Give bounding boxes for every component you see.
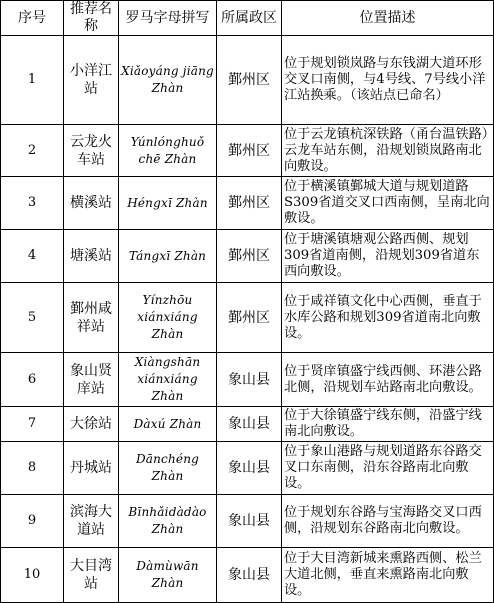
station-name: 塘溪站 bbox=[64, 230, 119, 283]
station-district: 鄞州区 bbox=[217, 230, 282, 283]
row-number: 4 bbox=[1, 230, 64, 283]
station-district: 象山县 bbox=[217, 548, 282, 603]
table-row bbox=[1, 283, 494, 353]
station-description: 位于咸祥镇文化中心西侧，垂直于水库公路和规划309省道南北向敷设。 bbox=[282, 283, 494, 353]
station-pinyin: Bīnhǎidàdào Zhàn bbox=[119, 495, 217, 548]
station-name: 云龙火车站 bbox=[64, 125, 119, 177]
station-description: 位于云龙镇杭深铁路（甬台温铁路）云龙车站东侧，沿规划锁岚路南北向敷设。 bbox=[282, 125, 494, 177]
header-pinyin: 罗马字母拼写 bbox=[119, 1, 217, 36]
station-name: 大徐站 bbox=[64, 407, 119, 442]
station-pinyin: Dānchéng Zhàn bbox=[119, 442, 217, 495]
header-name: 推荐名称 bbox=[64, 1, 119, 36]
table-row bbox=[1, 548, 494, 603]
station-district: 鄞州区 bbox=[217, 36, 282, 125]
station-district: 鄞州区 bbox=[217, 177, 282, 230]
station-pinyin: Héngxī Zhàn bbox=[119, 177, 217, 230]
station-name: 象山贤庠站 bbox=[64, 353, 119, 407]
header-num: 序号 bbox=[1, 1, 64, 36]
station-description: 位于规划锁岚路与东钱湖大道环形交叉口南侧，与4号线、7号线小洋江站换乘。（该站点已命名） bbox=[282, 36, 494, 125]
station-description: 位于横溪镇鄞城大道与规划道路S309省道交叉口西南侧，呈南北向敷设。 bbox=[282, 177, 494, 230]
table-row bbox=[1, 495, 494, 548]
row-number: 3 bbox=[1, 177, 64, 230]
station-district: 象山县 bbox=[217, 442, 282, 495]
station-description: 位于大徐镇盛宁线东侧，沿盛宁线南北向敷设。 bbox=[282, 407, 494, 442]
station-district: 鄞州区 bbox=[217, 125, 282, 177]
row-number: 10 bbox=[1, 548, 64, 603]
table-row bbox=[1, 407, 494, 442]
row-number: 8 bbox=[1, 442, 64, 495]
station-district: 象山县 bbox=[217, 353, 282, 407]
table-row bbox=[1, 230, 494, 283]
station-pinyin: Dàxú Zhàn bbox=[119, 407, 217, 442]
station-district: 象山县 bbox=[217, 495, 282, 548]
station-district: 鄞州区 bbox=[217, 283, 282, 353]
header-row bbox=[1, 1, 494, 36]
station-pinyin: Xiàngshān xiánxiáng Zhàn bbox=[119, 353, 217, 407]
row-number: 7 bbox=[1, 407, 64, 442]
station-name: 大目湾站 bbox=[64, 548, 119, 603]
station-name: 滨海大道站 bbox=[64, 495, 119, 548]
station-name: 鄞州咸祥站 bbox=[64, 283, 119, 353]
station-description: 位于塘溪镇塘观公路西侧、规划309省道南侧，沿规划309省道东西向敷设。 bbox=[282, 230, 494, 283]
station-description: 位于象山港路与规划道路东谷路交叉口东南侧，沿东谷路南北向敷设。 bbox=[282, 442, 494, 495]
table-row bbox=[1, 353, 494, 407]
station-pinyin: Yúnlónghuǒ chē Zhàn bbox=[119, 125, 217, 177]
station-district: 象山县 bbox=[217, 407, 282, 442]
row-number: 5 bbox=[1, 283, 64, 353]
table-row bbox=[1, 36, 494, 125]
row-number: 9 bbox=[1, 495, 64, 548]
row-number: 2 bbox=[1, 125, 64, 177]
header-district: 所属政区 bbox=[217, 1, 282, 36]
header-desc: 位置描述 bbox=[282, 1, 494, 36]
table-row bbox=[1, 177, 494, 230]
station-pinyin: Dàmùwān Zhàn bbox=[119, 548, 217, 603]
station-name: 横溪站 bbox=[64, 177, 119, 230]
station-description: 位于大目湾新城来熏路西侧、松兰大道北侧，垂直来熏路南北向敷设。 bbox=[282, 548, 494, 603]
station-name: 丹城站 bbox=[64, 442, 119, 495]
station-pinyin: Yínzhōu xiánxiáng Zhàn bbox=[119, 283, 217, 353]
table-row bbox=[1, 442, 494, 495]
station-description: 位于规划东谷路与宝海路交叉口西侧，沿规划东谷路南北向敷设。 bbox=[282, 495, 494, 548]
station-description: 位于贤庠镇盛宁线西侧、环港公路北侧，沿规划车站路南北向敷设。 bbox=[282, 353, 494, 407]
station-pinyin: Xiǎoyáng jiāng Zhàn bbox=[119, 36, 217, 125]
row-number: 1 bbox=[1, 36, 64, 125]
station-name: 小洋江站 bbox=[64, 36, 119, 125]
row-number: 6 bbox=[1, 353, 64, 407]
station-pinyin: Tángxī Zhàn bbox=[119, 230, 217, 283]
table-row bbox=[1, 125, 494, 177]
